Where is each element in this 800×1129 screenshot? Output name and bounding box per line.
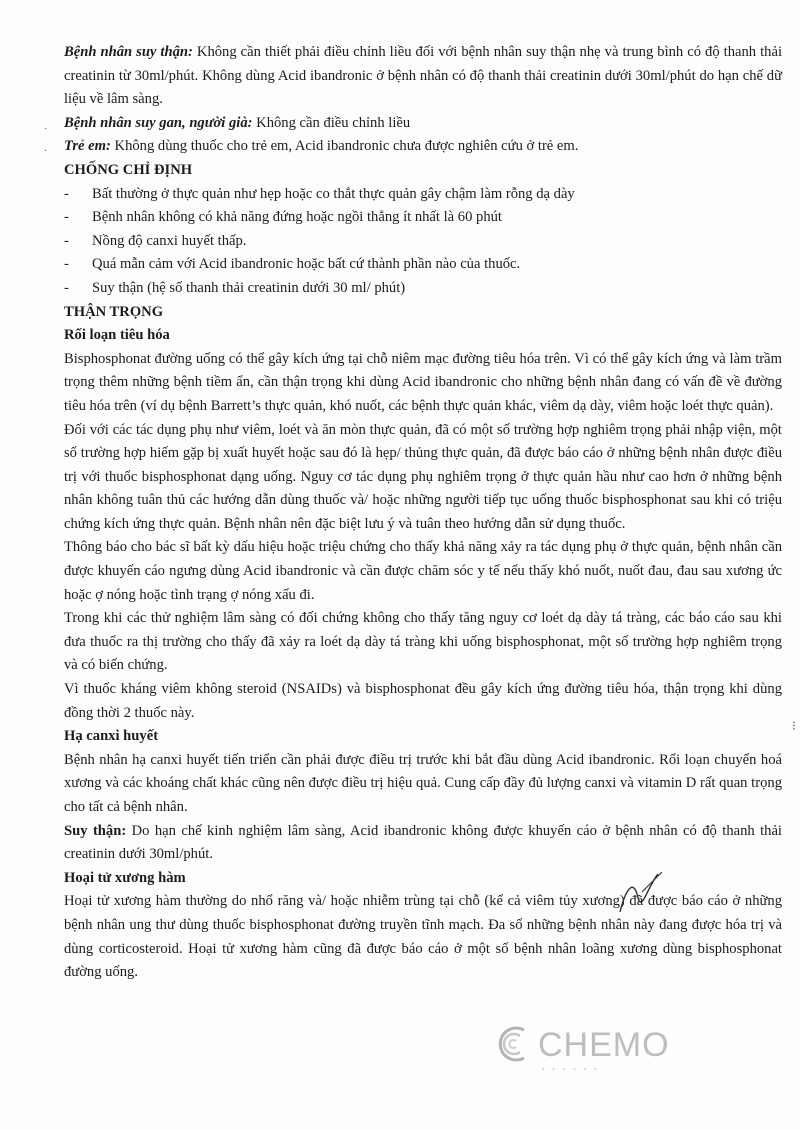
contraindication-item: - Suy thận (hệ số thanh thải creatinin dưới 30 ml/ phút) [64, 277, 782, 301]
children-paragraph [64, 135, 782, 159]
contraindications-list [64, 183, 782, 301]
contraindication-item: - Bệnh nhân không có khả năng đứng hoặc ngồi thẳng ít nhất là 60 phút [64, 206, 782, 230]
children-lead: Trẻ em: [64, 138, 111, 155]
edge-mark: ⁝ [791, 718, 796, 733]
gi-paragraph: Bisphosphonat đường uống có thể gây kích ứng tại chỗ niêm mạc đường tiêu hóa trên. Vì có thể gây kích ứng và làm trầm trọng thêm những bệnh tiềm ẩn, cần thận trọng khi dùng Acid ibandronic cho những bệnh nhân đang có vấn đề về đường tiêu hóa trên (ví dụ bệnh Barrett’s thực quản, khó nuốt, các bệnh thực quản khác, viêm dạ dày, viêm hoặc loét thực quản). [64, 350, 782, 414]
hepatic-elderly-paragraph [64, 112, 782, 136]
chemo-logo-text: CHEMO [538, 1026, 670, 1064]
margin-mark: · [44, 124, 48, 135]
margin-mark: · [44, 146, 48, 157]
gi-paragraph: Trong khi các thử nghiệm lâm sàng có đối chứng không cho thấy tăng nguy cơ loét dạ dày tá tràng, các báo cáo sau khi đưa thuốc ra thị trường cho thấy đã xảy ra loét dạ dày tá tràng khi uống bisphosphonat, một số trường hợp nghiêm trọng và có biến chứng. [64, 610, 782, 674]
hepatic-elderly-lead: Bệnh nhân suy gan, người già: [64, 114, 253, 131]
chemo-logo-icon [494, 1022, 534, 1066]
renal-impairment-paragraph [64, 820, 782, 867]
hypocalcemia-heading: Hạ canxi huyết [64, 728, 159, 745]
contraindication-item: - Quá mẫn cảm với Acid ibandronic hoặc bất cứ thành phần nào của thuốc. [64, 253, 782, 277]
contraindication-item: - Nồng độ canxi huyết thấp. [64, 230, 782, 254]
jaw-osteonecrosis-paragraph: Hoại tử xương hàm thường do nhổ răng và/ hoặc nhiễm trùng tại chỗ (kể cả viêm tủy xương) đã được báo cáo ở những bệnh nhân ung thư dùng thuốc bisphosphonat đường truyền tĩnh mạch. Đa số những bệnh nhân này đang được hóa trị và dùng corticosteroid. Hoại tử xương hàm cũng đã được báo cáo ở một số bệnh nhân loãng xương dùng bisphosphonat đường uống. [64, 893, 782, 981]
renal-dosing-lead: Bệnh nhân suy thận: [64, 44, 193, 60]
renal-impairment-lead: Suy thận: [64, 822, 127, 839]
contraindication-item: - Bất thường ở thực quản như hẹp hoặc co thắt thực quản gây chậm làm rỗng dạ dày [64, 183, 782, 207]
renal-dosing-paragraph [64, 41, 782, 112]
hepatic-elderly-text: Không cần điều chỉnh liều [252, 114, 411, 131]
document-page [64, 41, 782, 985]
jaw-osteonecrosis-heading: Hoại tử xương hàm [64, 869, 186, 886]
signature-mark [612, 868, 664, 918]
contraindications-heading: CHỐNG CHỈ ĐỊNH [64, 161, 193, 178]
renal-dosing-text: Không cần thiết phải điều chỉnh liều đối với bệnh nhân suy thận nhẹ và trung bình có độ thanh thải creatinin từ 30ml/phút. Không dùng Acid ibandronic ở bệnh nhân có độ thanh thải creatinin dưới 30ml/phút do hạn chế dữ liệu về lâm sàng. [64, 44, 782, 108]
chemo-logo-sub: ▪ ▪ ▪ ▪ ▪ ▪ [542, 1066, 600, 1073]
gi-disorders-heading: Rối loạn tiêu hóa [64, 327, 170, 344]
hypocalcemia-paragraph: Bệnh nhân hạ canxi huyết tiến triển cần phải được điều trị trước khi bắt đầu dùng Acid ibandronic. Rối loạn chuyển hoá xương và các khoáng chất khác cũng nên được điều trị hiệu quả. Cung cấp đầy đủ lượng canxi và vitamin D rất quan trọng cho tất cả bệnh nhân. [64, 751, 782, 815]
gi-paragraph: Thông báo cho bác sĩ bất kỳ dấu hiệu hoặc triệu chứng cho thấy khả năng xảy ra tác dụng phụ ở thực quản, bệnh nhân cần được khuyến cáo ngưng dùng Acid ibandronic và cần được chăm sóc y tế nếu thấy khó nuốt, nuốt đau, đau sau xương ức hoặc ợ nóng hoặc tình trạng ợ nóng xấu đi. [64, 539, 782, 603]
gi-paragraph: Đối với các tác dụng phụ như viêm, loét và ăn mòn thực quản, đã có một số trường hợp nghiêm trọng phải nhập viện, một số trường hợp hiếm gặp bị xuất huyết hoặc sau đó là hẹp/ thủng thực quản, đã được báo cáo ở những bệnh nhân được điều trị với thuốc bisphosphonat dạng uống. Nguy cơ tác dụng phụ nghiêm trọng ở thực quản hầu như cao hơn ở những bệnh nhân không tuân thủ các hướng dẫn dùng thuốc và/ hoặc những người tiếp tục uống thuốc bisphosphonat sau khi có triệu chứng kích ứng thực quản. Bệnh nhân nên đặc biệt lưu ý và tuân theo hướng dẫn sử dụng thuốc. [64, 421, 782, 532]
chemo-watermark [494, 1022, 670, 1080]
renal-impairment-text: Do hạn chế kinh nghiệm lâm sàng, Acid ibandronic không được khuyến cáo ở bệnh nhân có độ thanh thải creatinin dưới 30ml/phút. [64, 822, 782, 863]
gi-paragraph: Vì thuốc kháng viêm không steroid (NSAIDs) và bisphosphonat đều gây kích ứng đường tiêu hóa, thận trọng khi dùng đồng thời 2 thuốc này. [64, 681, 782, 721]
children-text: Không dùng thuốc cho trẻ em, Acid ibandronic chưa được nghiên cứu ở trẻ em. [110, 138, 579, 155]
precautions-heading: THẬN TRỌNG [64, 303, 164, 320]
